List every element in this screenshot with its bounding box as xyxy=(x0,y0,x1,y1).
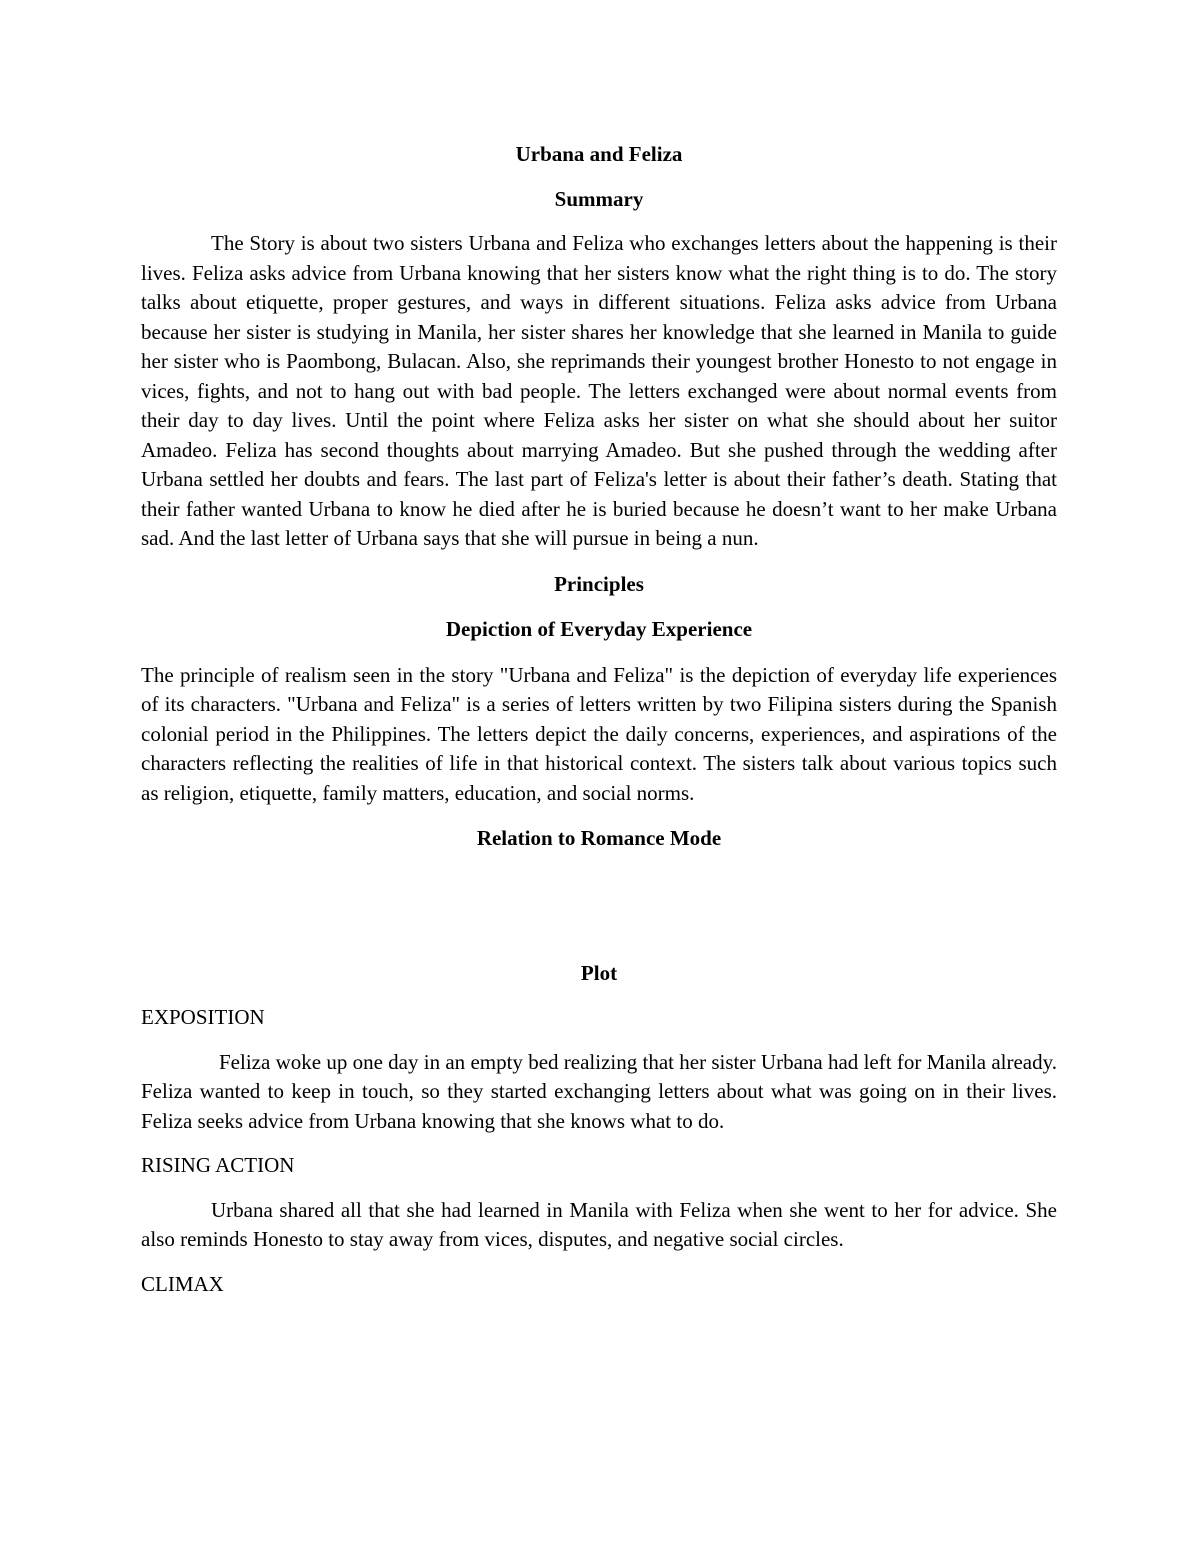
document-page xyxy=(141,140,1057,1299)
climax-label: CLIMAX xyxy=(141,1271,224,1296)
depiction-heading: Depiction of Everyday Experience xyxy=(445,617,753,641)
rising-action-label: RISING ACTION xyxy=(141,1153,295,1177)
exposition-label: EXPOSITION xyxy=(141,1005,265,1029)
summary-heading: Summary xyxy=(554,186,644,211)
depiction-paragraph: The principle of realism seen in the story "Urbana and Feliza" is the depiction of everyday life experiences of its characters. "Urbana and Feliza" is a series of letters written by two Filipina sisters during the Spanish colonial period in the Philippines. The letters depict the daily concerns, experiences, and aspirations of the characters reflecting the realities of life in that historical context. The sisters talk about various topics such as religion, etiquette, family matters, education, and social norms. xyxy=(141,662,1057,805)
principles-heading: Principles xyxy=(554,571,644,596)
document-title: Urbana and Feliza xyxy=(515,142,683,166)
rising-action-paragraph: Urbana shared all that she had learned in Manila with Feliza when she went to her for advice. She also reminds Honesto to stay away from vices, disputes, and negative social circles. xyxy=(141,1197,1057,1251)
exposition-paragraph: Feliza woke up one day in an empty bed realizing that her sister Urbana had left for Manila already. Feliza wanted to keep in touch, so they started exchanging letters about what was going on in their lives. Feliza seeks advice from Urbana knowing that she knows what to do. xyxy=(141,1049,1057,1133)
plot-heading: Plot xyxy=(580,960,618,985)
romance-mode-heading: Relation to Romance Mode xyxy=(476,826,722,850)
summary-paragraph: The Story is about two sisters Urbana and Feliza who exchanges letters about the happening is their lives. Feliza asks advice from Urbana knowing that her sisters know what the right thing is to do. The story talks about etiquette, proper gestures, and ways in different situations. Feliza asks advice from Urbana because her sister is studying in Manila, her sister shares her knowledge that she learned in Manila to guide her sister who is Paombong, Bulacan. Also, she reprimands their youngest brother Honesto to not engage in vices, fights, and not to hang out with bad people. The letters exchanged were about normal events from their day to day lives. Until the point where Feliza asks her sister on what she should about her suitor Amadeo. Feliza has second thoughts about marrying Amadeo. But she pushed through the wedding after Urbana settled her doubts and fears. The last part of Feliza's letter is about their father’s death. Stating that their father wanted Urbana to know he died after he is buried because he doesn’t want to her make Urbana sad. And the last letter of Urbana says that she will pursue in being a nun. xyxy=(141,231,1057,550)
